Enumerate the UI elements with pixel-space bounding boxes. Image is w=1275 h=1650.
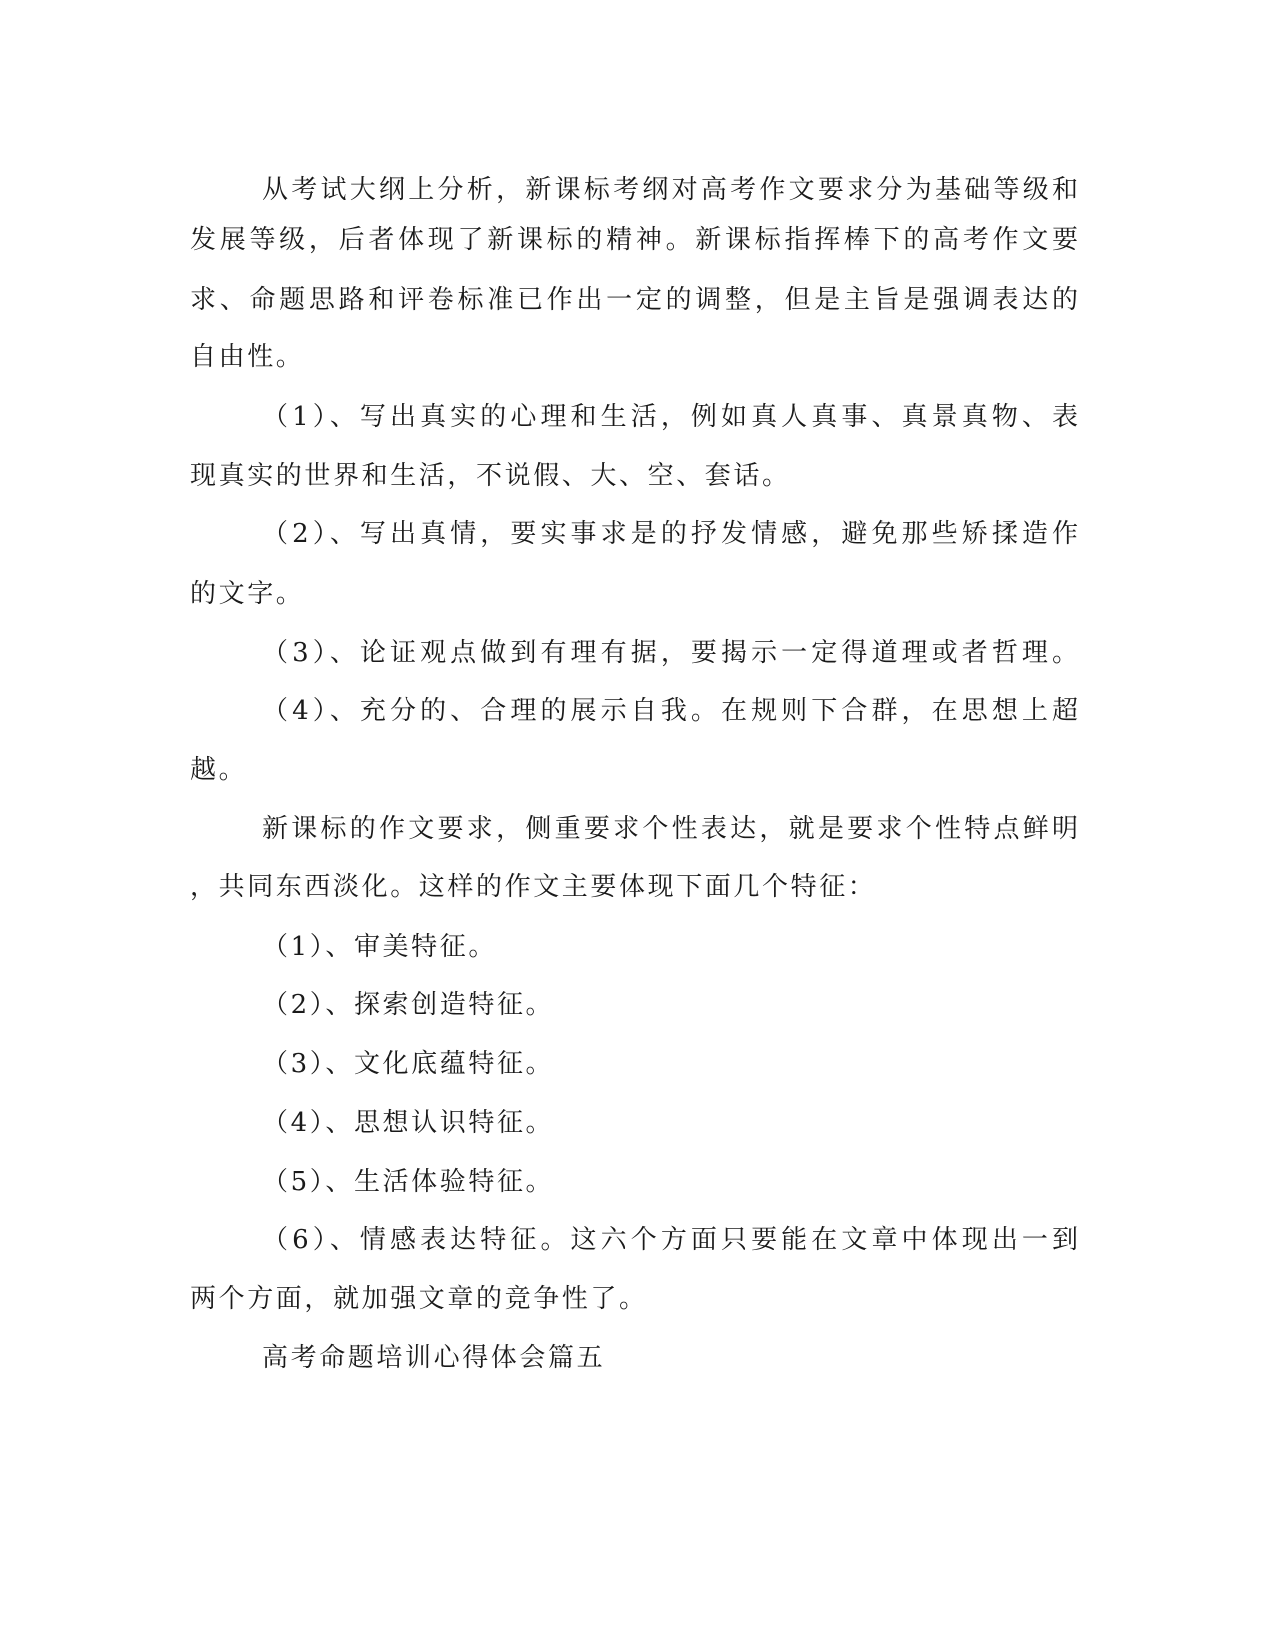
- list-item-line: （1）、写出真实的心理和生活，例如真人真事、真景真物、表: [262, 402, 1078, 432]
- list-item-line: （6）、情感表达特征。这六个方面只要能在文章中体现出一到: [262, 1225, 1078, 1255]
- list-item-line: （1）、审美特征。: [262, 932, 497, 962]
- list-item-line: （2）、写出真情，要实事求是的抒发情感，避免那些矫揉造作: [262, 519, 1078, 549]
- list-item-line: （4）、思想认识特征。: [262, 1108, 555, 1138]
- paragraph-line: 自由性。: [190, 342, 305, 372]
- list-item-line: （2）、探索创造特征。: [262, 990, 555, 1020]
- list-item-line: 的文字。: [190, 579, 305, 609]
- paragraph-line: 求、命题思路和评卷标准已作出一定的调整，但是主旨是强调表达的: [190, 285, 1078, 315]
- paragraph-line: 从考试大纲上分析，新课标考纲对高考作文要求分为基础等级和: [262, 175, 1078, 205]
- list-item-line: 越。: [190, 755, 248, 785]
- list-item-line: （5）、生活体验特征。: [262, 1167, 555, 1197]
- list-item-line: 现真实的世界和生活，不说假、大、空、套话。: [190, 461, 791, 491]
- paragraph-line: 新课标的作文要求，侧重要求个性表达，就是要求个性特点鲜明: [262, 814, 1078, 844]
- list-item-line: （3）、论证观点做到有理有据，要揭示一定得道理或者哲理。: [262, 638, 1078, 668]
- paragraph-line: 发展等级，后者体现了新课标的精神。新课标指挥棒下的高考作文要: [190, 225, 1078, 255]
- list-item-line: 两个方面，就加强文章的竞争性了。: [190, 1284, 648, 1314]
- list-item-line: （3）、文化底蕴特征。: [262, 1049, 555, 1079]
- paragraph-line: ，共同东西淡化。这样的作文主要体现下面几个特征：: [190, 872, 877, 902]
- section-heading: 高考命题培训心得体会篇五: [262, 1343, 606, 1373]
- list-item-line: （4）、充分的、合理的展示自我。在规则下合群，在思想上超: [262, 696, 1078, 726]
